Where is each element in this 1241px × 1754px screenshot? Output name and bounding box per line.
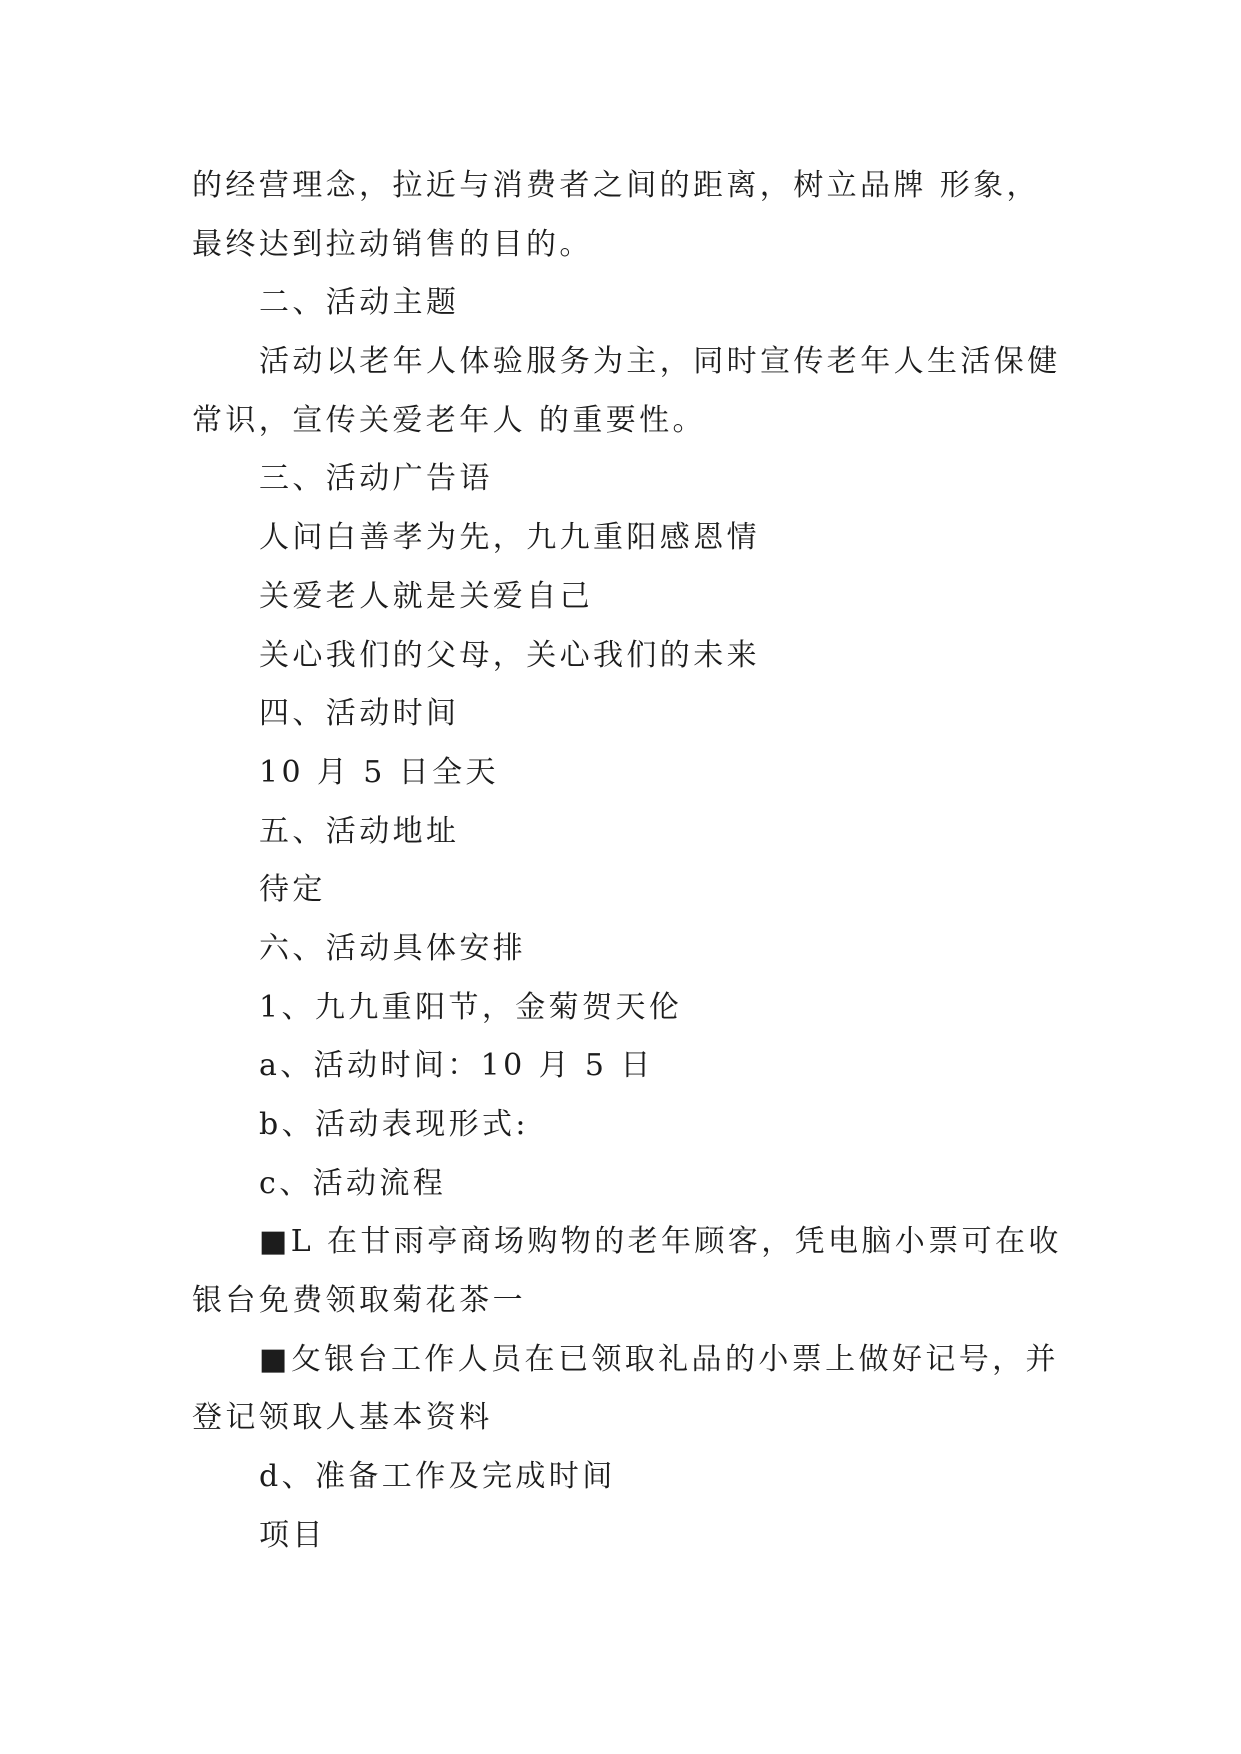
body-paragraph-time	[192, 744, 1092, 803]
list-item-c	[192, 1155, 1092, 1214]
text-line: 1、九九重阳节，金菊贺天伦	[259, 989, 683, 1025]
text-line: c、活动流程	[259, 1165, 447, 1201]
process-step	[192, 1331, 1092, 1448]
text-line: 银台免费领取菊花茶一	[192, 1283, 526, 1319]
text-line: 10 月 5 日全天	[259, 754, 499, 790]
slogan-line	[192, 627, 1092, 686]
section-heading-location	[192, 803, 1092, 862]
heading-text: 三、活动广告语	[259, 461, 493, 497]
text-line: 待定	[259, 872, 326, 908]
list-item-b	[192, 1096, 1092, 1155]
text-line: 关心我们的父母，关心我们的未来	[259, 637, 760, 673]
body-paragraph-theme	[192, 333, 1092, 450]
text-line: ■L 在甘雨亭商场购物的老年顾客，凭电脑小票可在收	[259, 1224, 1062, 1260]
subheading-item-1	[192, 979, 1092, 1038]
text-line: a、活动时间：10 月 5 日	[259, 1048, 654, 1084]
text-line: 的经营理念，拉近与消费者之间的距离，树立品牌 形象，	[192, 168, 1040, 203]
heading-text: 二、活动主题	[259, 285, 460, 321]
text-line: ■攵银台工作人员在已领取礼品的小票上做好记号，并	[259, 1341, 1059, 1377]
text-line: 最终达到拉动销售的目的。	[192, 226, 593, 262]
text-line: 关爱老人就是关爱自己	[259, 578, 593, 614]
section-heading-slogan	[192, 450, 1092, 509]
process-step	[192, 1213, 1092, 1330]
body-paragraph-concept	[192, 157, 1092, 274]
heading-text: 六、活动具体安排	[259, 930, 527, 966]
list-item-a	[192, 1037, 1092, 1096]
section-heading-time	[192, 685, 1092, 744]
document-body	[192, 157, 1092, 1566]
slogan-line	[192, 509, 1092, 568]
text-line: 常识，宣传关爱老年人 的重要性。	[192, 402, 706, 438]
body-paragraph-location	[192, 861, 1092, 920]
text-line: d、准备工作及完成时间	[259, 1459, 616, 1495]
text-line: 项目	[259, 1517, 326, 1553]
heading-text: 五、活动地址	[259, 813, 460, 849]
slogan-line	[192, 568, 1092, 627]
section-heading-theme	[192, 274, 1092, 333]
heading-text: 四、活动时间	[259, 696, 460, 732]
text-line: 人问白善孝为先，九九重阳感恩情	[259, 520, 760, 556]
text-line: 活动以老年人体验服务为主，同时宣传老年人生活保健	[259, 344, 1061, 380]
text-line: b、活动表现形式:	[259, 1107, 529, 1142]
text-line: 登记领取人基本资料	[192, 1400, 493, 1436]
section-heading-arrangement	[192, 920, 1092, 979]
body-paragraph-items	[192, 1507, 1092, 1566]
list-item-d	[192, 1448, 1092, 1507]
